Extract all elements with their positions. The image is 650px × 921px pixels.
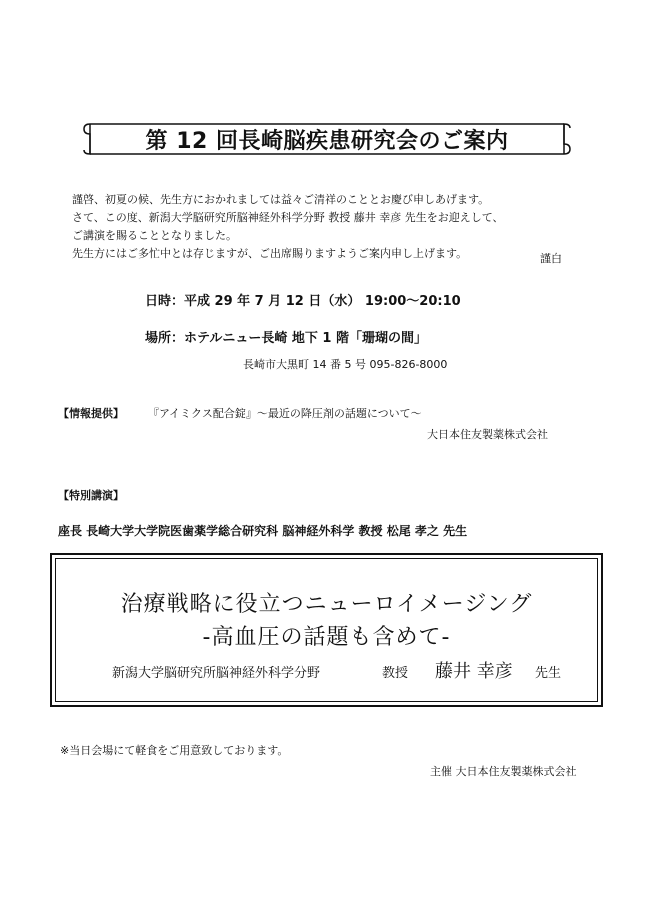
organizer: 主催 大日本住友製薬株式会社 [430, 765, 577, 778]
speaker-honorific: 先生 [535, 666, 562, 681]
speaker-affiliation: 新潟大学脳研究所脳神経外科学分野 [112, 666, 321, 681]
info-provision-label: 【情報提供】 [58, 407, 124, 420]
chairperson-line: 座長 長崎大学大学院医歯薬学総合研究科 脳神経外科学 教授 松尾 孝之 先生 [58, 524, 468, 538]
event-address: 長崎市大黒町 14 番 5 号 095-826-8000 [243, 358, 448, 371]
greeting-line-2: さて、この度、新潟大学脳研究所脳神経外科学分野 教授 藤井 幸彦 先生をお迎えして、 [72, 211, 504, 224]
page-title: 第 12 回長崎脳疾患研究会のご案内 [145, 129, 509, 154]
title-banner [82, 120, 572, 158]
greeting-line-1: 謹啓、初夏の候、先生方におかれましては益々ご清祥のこととお慶び申しあげます。 [72, 193, 490, 206]
info-provision-topic: 『アイミクス配合錠』〜最近の降圧剤の話題について〜 [148, 407, 422, 420]
lecture-box [50, 553, 603, 707]
greeting-closing: 謹白 [540, 252, 562, 265]
speaker-name: 藤井 幸彦 [435, 661, 513, 682]
speaker-position: 教授 [382, 666, 409, 681]
event-datetime: 日時：平成 29 年 7 月 12 日（水） 19:00〜20:10 [145, 294, 461, 309]
event-venue: 場所：ホテルニュー長崎 地下 1 階「珊瑚の間」 [145, 331, 427, 346]
greeting-line-4: 先生方にはご多忙中とは存じますが、ご出席賜りますようご案内申し上げます。 [72, 247, 468, 260]
lecture-subtitle: -高血圧の話題も含めて- [202, 625, 451, 650]
lecture-title: 治療戦略に役立つニューロイメージング [120, 592, 533, 617]
greeting-line-3: ご講演を賜ることとなりました。 [72, 229, 237, 242]
info-provision-company: 大日本住友製薬株式会社 [427, 428, 548, 441]
footer-note: ※当日会場にて軽食をご用意致しております。 [60, 744, 289, 757]
special-lecture-label: 【特別講演】 [58, 489, 124, 502]
